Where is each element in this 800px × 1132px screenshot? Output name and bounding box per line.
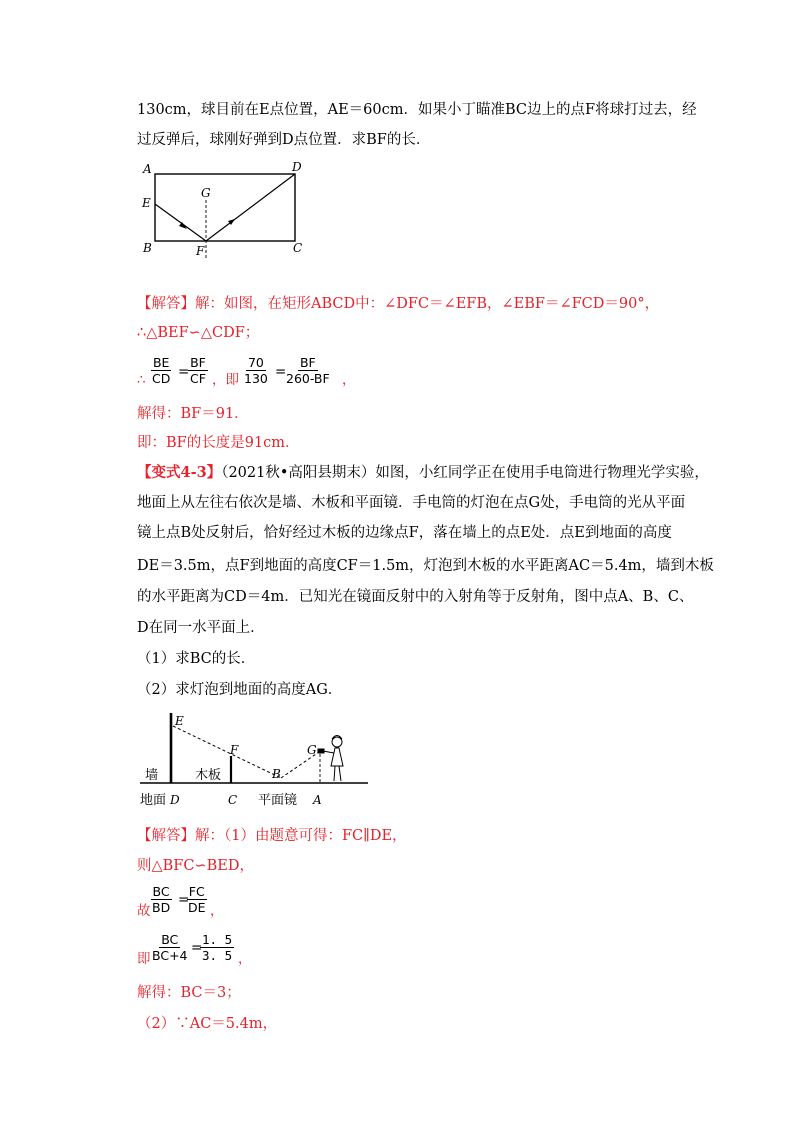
ji-text: 即: [137, 951, 151, 967]
fraction-denominator: BC+4: [152, 948, 188, 963]
answer1-line-2: ∴△BEF∽△CDF；: [137, 325, 260, 341]
fraction-denominator: CD: [152, 371, 171, 386]
answer1-line-1: 【解答】解：如图，在矩形ABCD中：∠DFC＝∠EFB，∠EBF＝∠FCD＝90°，: [137, 296, 660, 312]
label-e: E: [175, 714, 184, 728]
question-1: （1）求BC的长．: [137, 651, 256, 667]
fraction-fc-de: [186, 884, 208, 915]
fraction-70-130: [242, 355, 270, 386]
answer2-line-5: 解得：BC＝3；: [137, 985, 241, 1001]
variant-line-3: 镜上点B处反射后，恰好经过木板的边缘点F，落在墙上的点E处．点E到地面的高度: [137, 525, 672, 541]
fraction-bf-260-bf: [284, 355, 332, 386]
fraction-denominator: 130: [244, 371, 268, 386]
label-c: C: [228, 793, 238, 807]
rect-abcd: [155, 174, 295, 241]
label-d: D: [170, 793, 180, 807]
ray-fd: [206, 174, 295, 241]
fraction-bc-bd: [150, 884, 172, 915]
fraction-denominator: BD: [152, 900, 171, 915]
light-ray-e-b: [173, 726, 281, 778]
fraction-denominator: 3. 5: [202, 948, 233, 963]
answer2-line-1: 【解答】解：（1）由题意可得：FC∥DE，: [137, 828, 407, 844]
fraction-numerator: BC: [152, 884, 170, 899]
variant-line-1: [137, 463, 709, 483]
answer1-line-5: 即：BF的长度是91cm．: [137, 435, 300, 451]
therefore-symbol: ∴: [137, 372, 146, 388]
problem-line-2: 过反弹后，球刚好弹到D点位置．求BF的长．: [137, 132, 431, 148]
fraction-1.5-3.5: [200, 932, 234, 963]
ji-text: ，即: [212, 372, 239, 388]
equals-sign: =: [178, 892, 190, 908]
fraction-numerator: FC: [188, 884, 205, 899]
question-2: （2）求灯泡到地面的高度AG．: [137, 682, 343, 698]
fraction-denominator: CF: [190, 371, 206, 386]
comma: ，: [342, 372, 356, 388]
figure-wall-board-mirror: [137, 708, 377, 810]
fraction-numerator: BE: [152, 355, 170, 370]
label-a: A: [313, 793, 322, 807]
label-g: G: [307, 743, 317, 757]
fraction-denominator: DE: [188, 900, 206, 915]
fraction-numerator: BF: [190, 355, 206, 370]
girl-with-flashlight: [318, 736, 343, 782]
wall-label: 墙: [145, 768, 159, 783]
comma: ，: [210, 903, 224, 919]
answer2-line-2: 则△BFC∽BED，: [137, 858, 254, 874]
fraction-bf-cf: [188, 355, 208, 386]
fraction-bc-bc4: [150, 932, 190, 963]
label-e: E: [142, 196, 151, 210]
fraction-numerator: BF: [299, 355, 316, 370]
label-d: D: [292, 160, 302, 174]
fraction-numerator: 1. 5: [202, 932, 233, 947]
problem-line-1: 130cm，球目前在E点位置，AE＝60cm．如果小丁瞄准BC边上的点F将球打过去，经: [137, 102, 697, 118]
variant-tag: 【变式4-3】: [137, 464, 222, 481]
arrow-ef: [179, 222, 187, 229]
equals-sign: =: [275, 364, 287, 380]
variant-line-1-text: （2021秋•高阳县期末）如图，小红同学正在使用手电筒进行物理光学实验，: [221, 465, 709, 481]
gu-text: 故: [137, 903, 151, 919]
fraction-numerator: BC: [161, 932, 179, 947]
label-b: B: [143, 241, 152, 255]
label-f: F: [230, 743, 239, 757]
equals-sign: =: [178, 364, 190, 380]
label-b: B: [272, 767, 281, 781]
fraction-be-cd: [150, 355, 172, 386]
fraction-numerator: 70: [247, 355, 264, 370]
mirror-label: 平面镜: [258, 793, 298, 808]
figure-rectangle-reflection: [137, 160, 317, 270]
ground-label: 地面: [140, 793, 167, 808]
label-c: C: [293, 241, 303, 255]
label-g: G: [201, 186, 211, 200]
board-label: 木板: [195, 768, 222, 783]
ray-ef: [155, 204, 206, 241]
variant-line-5: 的水平距离为CD＝4m．已知光在镜面反射中的入射角等于反射角，图中点A、B、C、: [137, 589, 694, 605]
label-a: A: [143, 162, 152, 176]
answer1-line-4: 解得：BF＝91．: [137, 406, 249, 422]
fraction-denominator: 260-BF: [286, 371, 330, 386]
variant-line-4: DE＝3.5m，点F到地面的高度CF＝1.5m，灯泡到木板的水平距离AC＝5.4m，墙到木板: [137, 558, 714, 574]
variant-line-6: D在同一水平面上．: [137, 620, 265, 636]
variant-line-2: 地面上从左往右依次是墙、木板和平面镜．手电筒的灯泡在点G处，手电筒的光从平面: [137, 495, 686, 511]
label-f: F: [196, 244, 205, 258]
equals-sign: =: [191, 940, 203, 956]
comma: ，: [238, 951, 252, 967]
answer2-line-6: （2）∵AC＝5.4m，: [137, 1016, 278, 1032]
